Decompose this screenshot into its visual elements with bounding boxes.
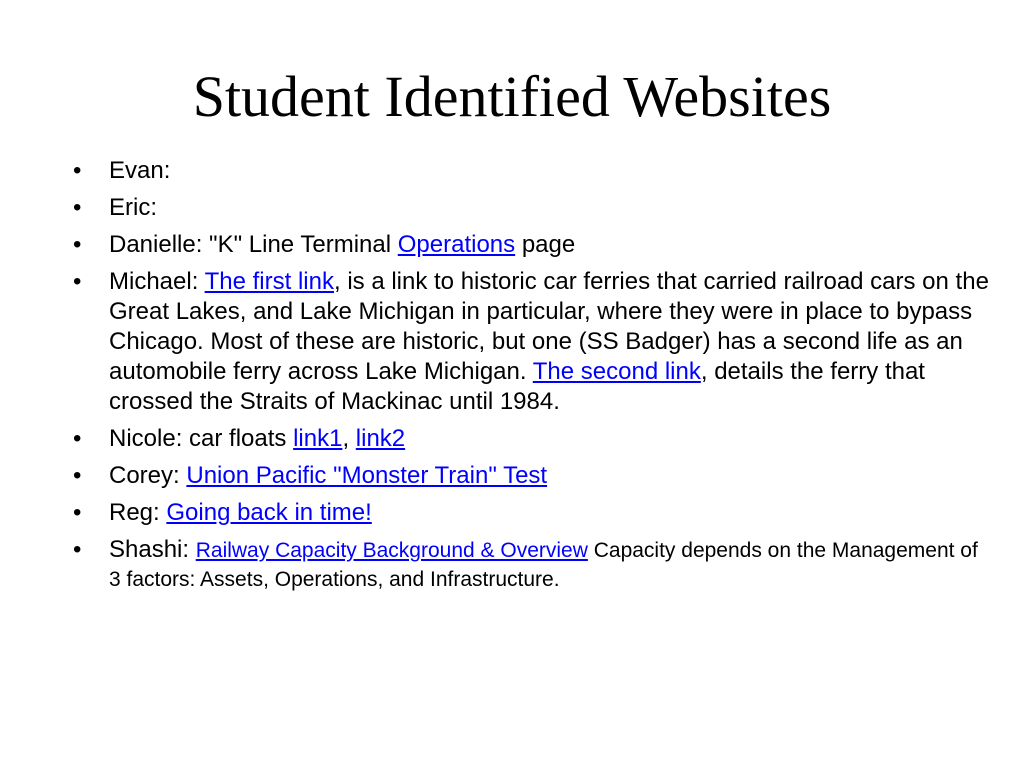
bullet-item-shashi: [73, 535, 989, 594]
going-back-in-time-link[interactable]: Going back in time!: [166, 499, 372, 526]
bullet-text-tail: Capacity depends on the Management of 3 factors: Assets, Operations, and Infrastructure.: [109, 539, 978, 591]
bullet-icon: •: [73, 499, 82, 526]
railway-capacity-link[interactable]: Railway Capacity Background & Overview: [195, 539, 588, 562]
bullet-icon: •: [73, 194, 82, 221]
bullet-item-reg: [73, 498, 989, 528]
car-floats-link2[interactable]: link2: [355, 425, 406, 452]
bullet-item-nicole: [73, 424, 989, 454]
bullet-item-eric: [73, 193, 989, 223]
bullet-icon: •: [73, 425, 82, 452]
bullet-text-mid: , is a link to historic car ferries that carried railroad cars on the Great Lakes, and Lake Michigan in particular, where they were in place to bypass Chicago. Most of these are historic, but one (SS Badger) has a second life as an automobile ferry across Lake Michigan.: [109, 268, 989, 385]
slide-title: Student Identified Websites: [192, 64, 832, 129]
bullet-text-tail: , details the ferry that crossed the Straits of Mackinac until 1984.: [109, 358, 925, 415]
bullet-icon: •: [73, 231, 82, 258]
bullet-list: [73, 156, 989, 601]
operations-link[interactable]: Operations: [397, 231, 516, 258]
bullet-text-tail: page: [515, 231, 576, 258]
first-link[interactable]: The first link: [204, 268, 334, 295]
monster-train-link[interactable]: Union Pacific "Monster Train" Test: [186, 462, 548, 489]
bullet-text: Michael:: [109, 268, 205, 295]
bullet-item-michael: [73, 267, 989, 417]
bullet-icon: •: [73, 268, 82, 295]
bullet-text: Shashi:: [109, 536, 196, 563]
bullet-icon: •: [73, 536, 82, 563]
bullet-text: Danielle: "K" Line Terminal: [109, 231, 398, 258]
bullet-text: Evan:: [109, 157, 171, 184]
bullet-icon: •: [73, 157, 82, 184]
bullet-text: Eric:: [109, 194, 157, 221]
bullet-item-corey: [73, 461, 989, 491]
second-link[interactable]: The second link: [532, 358, 701, 385]
bullet-icon: •: [73, 462, 82, 489]
bullet-separator: ,: [342, 425, 356, 452]
bullet-item-evan: [73, 156, 989, 186]
bullet-text: Reg:: [109, 499, 167, 526]
bullet-text: Corey:: [109, 462, 187, 489]
bullet-item-danielle: [73, 230, 989, 260]
car-floats-link1[interactable]: link1: [293, 425, 343, 452]
bullet-text: Nicole: car floats: [109, 425, 294, 452]
